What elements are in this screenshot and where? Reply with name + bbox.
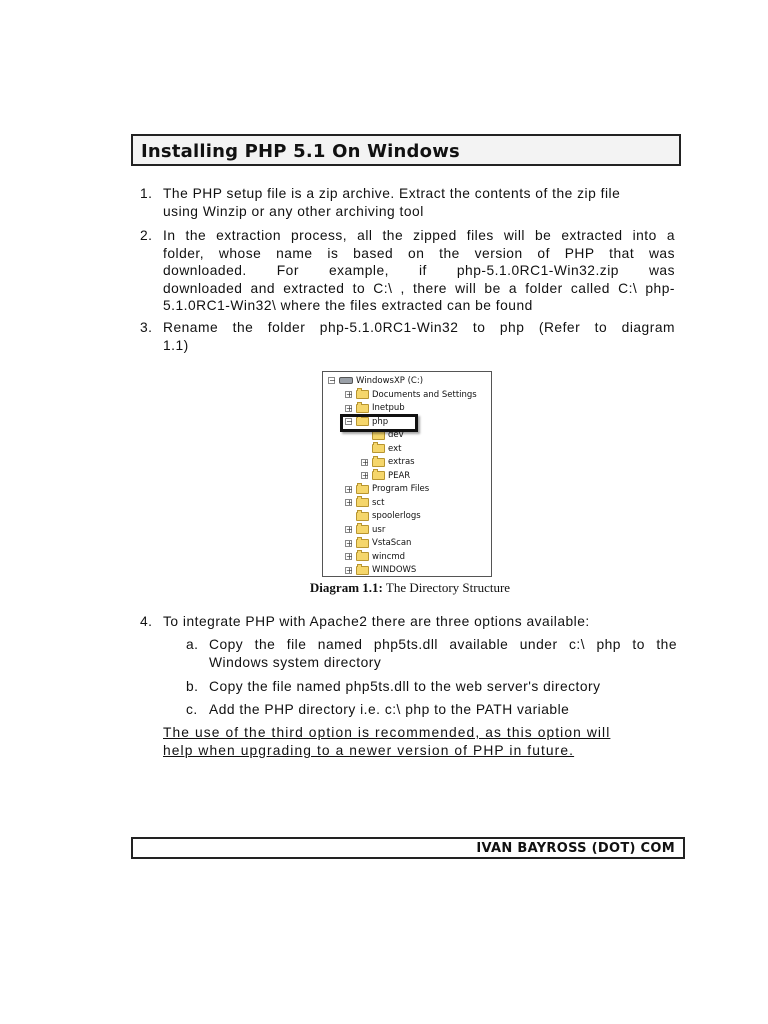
php-folder-highlight <box>340 414 418 432</box>
tree-item[interactable] <box>345 388 477 401</box>
drive-icon <box>339 377 353 384</box>
collapse-icon: − <box>329 376 336 385</box>
list-item-option-b <box>186 678 680 696</box>
step-number: 4. <box>140 614 153 629</box>
tree-label: extras <box>388 457 415 467</box>
tree-label: wincmd <box>372 551 406 562</box>
recommendation-note <box>163 724 679 759</box>
tree-label: WindowsXP (C:) <box>356 375 424 386</box>
option-text-line: Add the PHP directory i.e. c:\ php to the PATH variable <box>209 702 570 717</box>
tree-label: WINDOWS <box>372 565 417 575</box>
expand-icon[interactable]: + <box>362 457 369 467</box>
expand-icon[interactable]: + <box>362 471 369 480</box>
folder-icon <box>356 525 369 534</box>
tree-item[interactable] <box>345 523 385 536</box>
option-letter: a. <box>186 637 199 652</box>
folder-icon <box>372 471 385 480</box>
section-title: Installing PHP 5.1 On Windows <box>141 141 460 162</box>
tree-label: PEAR <box>388 470 411 481</box>
tree-label: dev <box>388 430 404 440</box>
option-letter: c. <box>186 702 198 717</box>
tree-label: sct <box>372 497 385 508</box>
tree-item[interactable] <box>345 496 384 509</box>
step-number: 1. <box>140 186 153 201</box>
option-letter: b. <box>186 679 199 694</box>
expand-icon[interactable]: + <box>346 552 353 561</box>
note-line: The use of the third option is recommended, as this option will <box>163 725 611 740</box>
step-text-line: The PHP setup file is a zip archive. Extract the contents of the zip file <box>163 186 621 201</box>
expand-icon[interactable]: + <box>346 484 353 494</box>
folder-icon <box>356 566 369 575</box>
step-text-line: downloaded. For example, if php-5.1.0RC1-Win32.zip was <box>163 263 675 278</box>
list-item-option-a <box>186 636 680 672</box>
list-item-step-2 <box>140 227 680 317</box>
tree-item[interactable] <box>361 469 410 482</box>
folder-icon <box>372 444 385 453</box>
tree-label: usr <box>372 524 386 535</box>
caption-label: Diagram 1.1: <box>309 580 383 595</box>
option-text-line: Copy the file named php5ts.dll available under c:\ php to the <box>209 637 677 652</box>
list-item-step-3 <box>140 319 680 355</box>
tree-item[interactable] <box>345 537 411 550</box>
step-text-line: Rename the folder php-5.1.0RC1-Win32 to php (Refer to diagram <box>163 320 675 335</box>
option-text-line: Windows system directory <box>209 654 382 670</box>
folder-icon <box>356 485 369 494</box>
collapse-icon[interactable]: − <box>346 417 353 426</box>
list-item-option-c <box>186 701 680 719</box>
folder-icon <box>356 512 369 521</box>
list-item-step-4 <box>140 613 680 631</box>
folder-icon <box>356 390 369 399</box>
tree-label: Program Files <box>372 484 430 494</box>
step-text-line: downloaded and extracted to C:\ , there will be a folder called C:\ php- <box>163 280 675 296</box>
page-footer <box>131 837 685 859</box>
tree-label: Inetpub <box>372 403 405 413</box>
step-text-line: In the extraction process, all the zipped files will be extracted into a <box>163 228 675 243</box>
diagram-caption <box>240 580 580 596</box>
note-line: help when upgrading to a newer version of PHP in future. <box>163 742 575 758</box>
tree-label: VstaScan <box>372 538 412 548</box>
expand-icon[interactable]: + <box>346 525 353 534</box>
expand-icon[interactable]: + <box>346 403 353 413</box>
step-text-line: 5.1.0RC1-Win32\ where the files extracted can be found <box>163 298 533 313</box>
tree-label: php <box>372 416 389 427</box>
caption-text: The Directory Structure <box>382 580 511 595</box>
step-number: 3. <box>140 320 153 335</box>
tree-item[interactable] <box>361 442 401 455</box>
expand-icon[interactable]: + <box>346 498 353 507</box>
tree-item[interactable] <box>345 402 405 415</box>
step-text-line: using Winzip or any other archiving tool <box>163 203 424 219</box>
tree-root-row <box>328 374 423 387</box>
section-title-box <box>131 134 681 166</box>
folder-icon <box>372 458 385 467</box>
folder-icon <box>356 498 369 507</box>
tree-label: Documents and Settings <box>372 389 477 400</box>
directory-tree-diagram <box>322 371 492 577</box>
folder-icon <box>356 404 369 413</box>
tree-item[interactable] <box>345 550 405 563</box>
folder-icon <box>356 539 369 548</box>
tree-item[interactable] <box>361 456 415 469</box>
step-text-line: 1.1) <box>163 337 189 353</box>
folder-icon <box>356 552 369 561</box>
list-item-step-1 <box>140 185 680 221</box>
step-text-line: folder, whose name is based on the version of PHP that was <box>163 245 675 261</box>
step-number: 2. <box>140 228 153 243</box>
expand-icon[interactable]: + <box>346 390 353 399</box>
tree-item[interactable] <box>345 510 421 523</box>
tree-item[interactable] <box>345 564 416 577</box>
expand-icon[interactable]: + <box>346 565 353 575</box>
tree-item[interactable] <box>345 483 429 496</box>
tree-label: spoolerlogs <box>372 511 421 521</box>
step-text-line: To integrate PHP with Apache2 there are three options available: <box>163 614 590 629</box>
option-text-line: Copy the file named php5ts.dll to the web server's directory <box>209 679 601 694</box>
expand-icon[interactable]: + <box>346 538 353 548</box>
tree-label: ext <box>388 443 402 454</box>
footer-text: IVAN BAYROSS (DOT) COM <box>476 841 675 856</box>
